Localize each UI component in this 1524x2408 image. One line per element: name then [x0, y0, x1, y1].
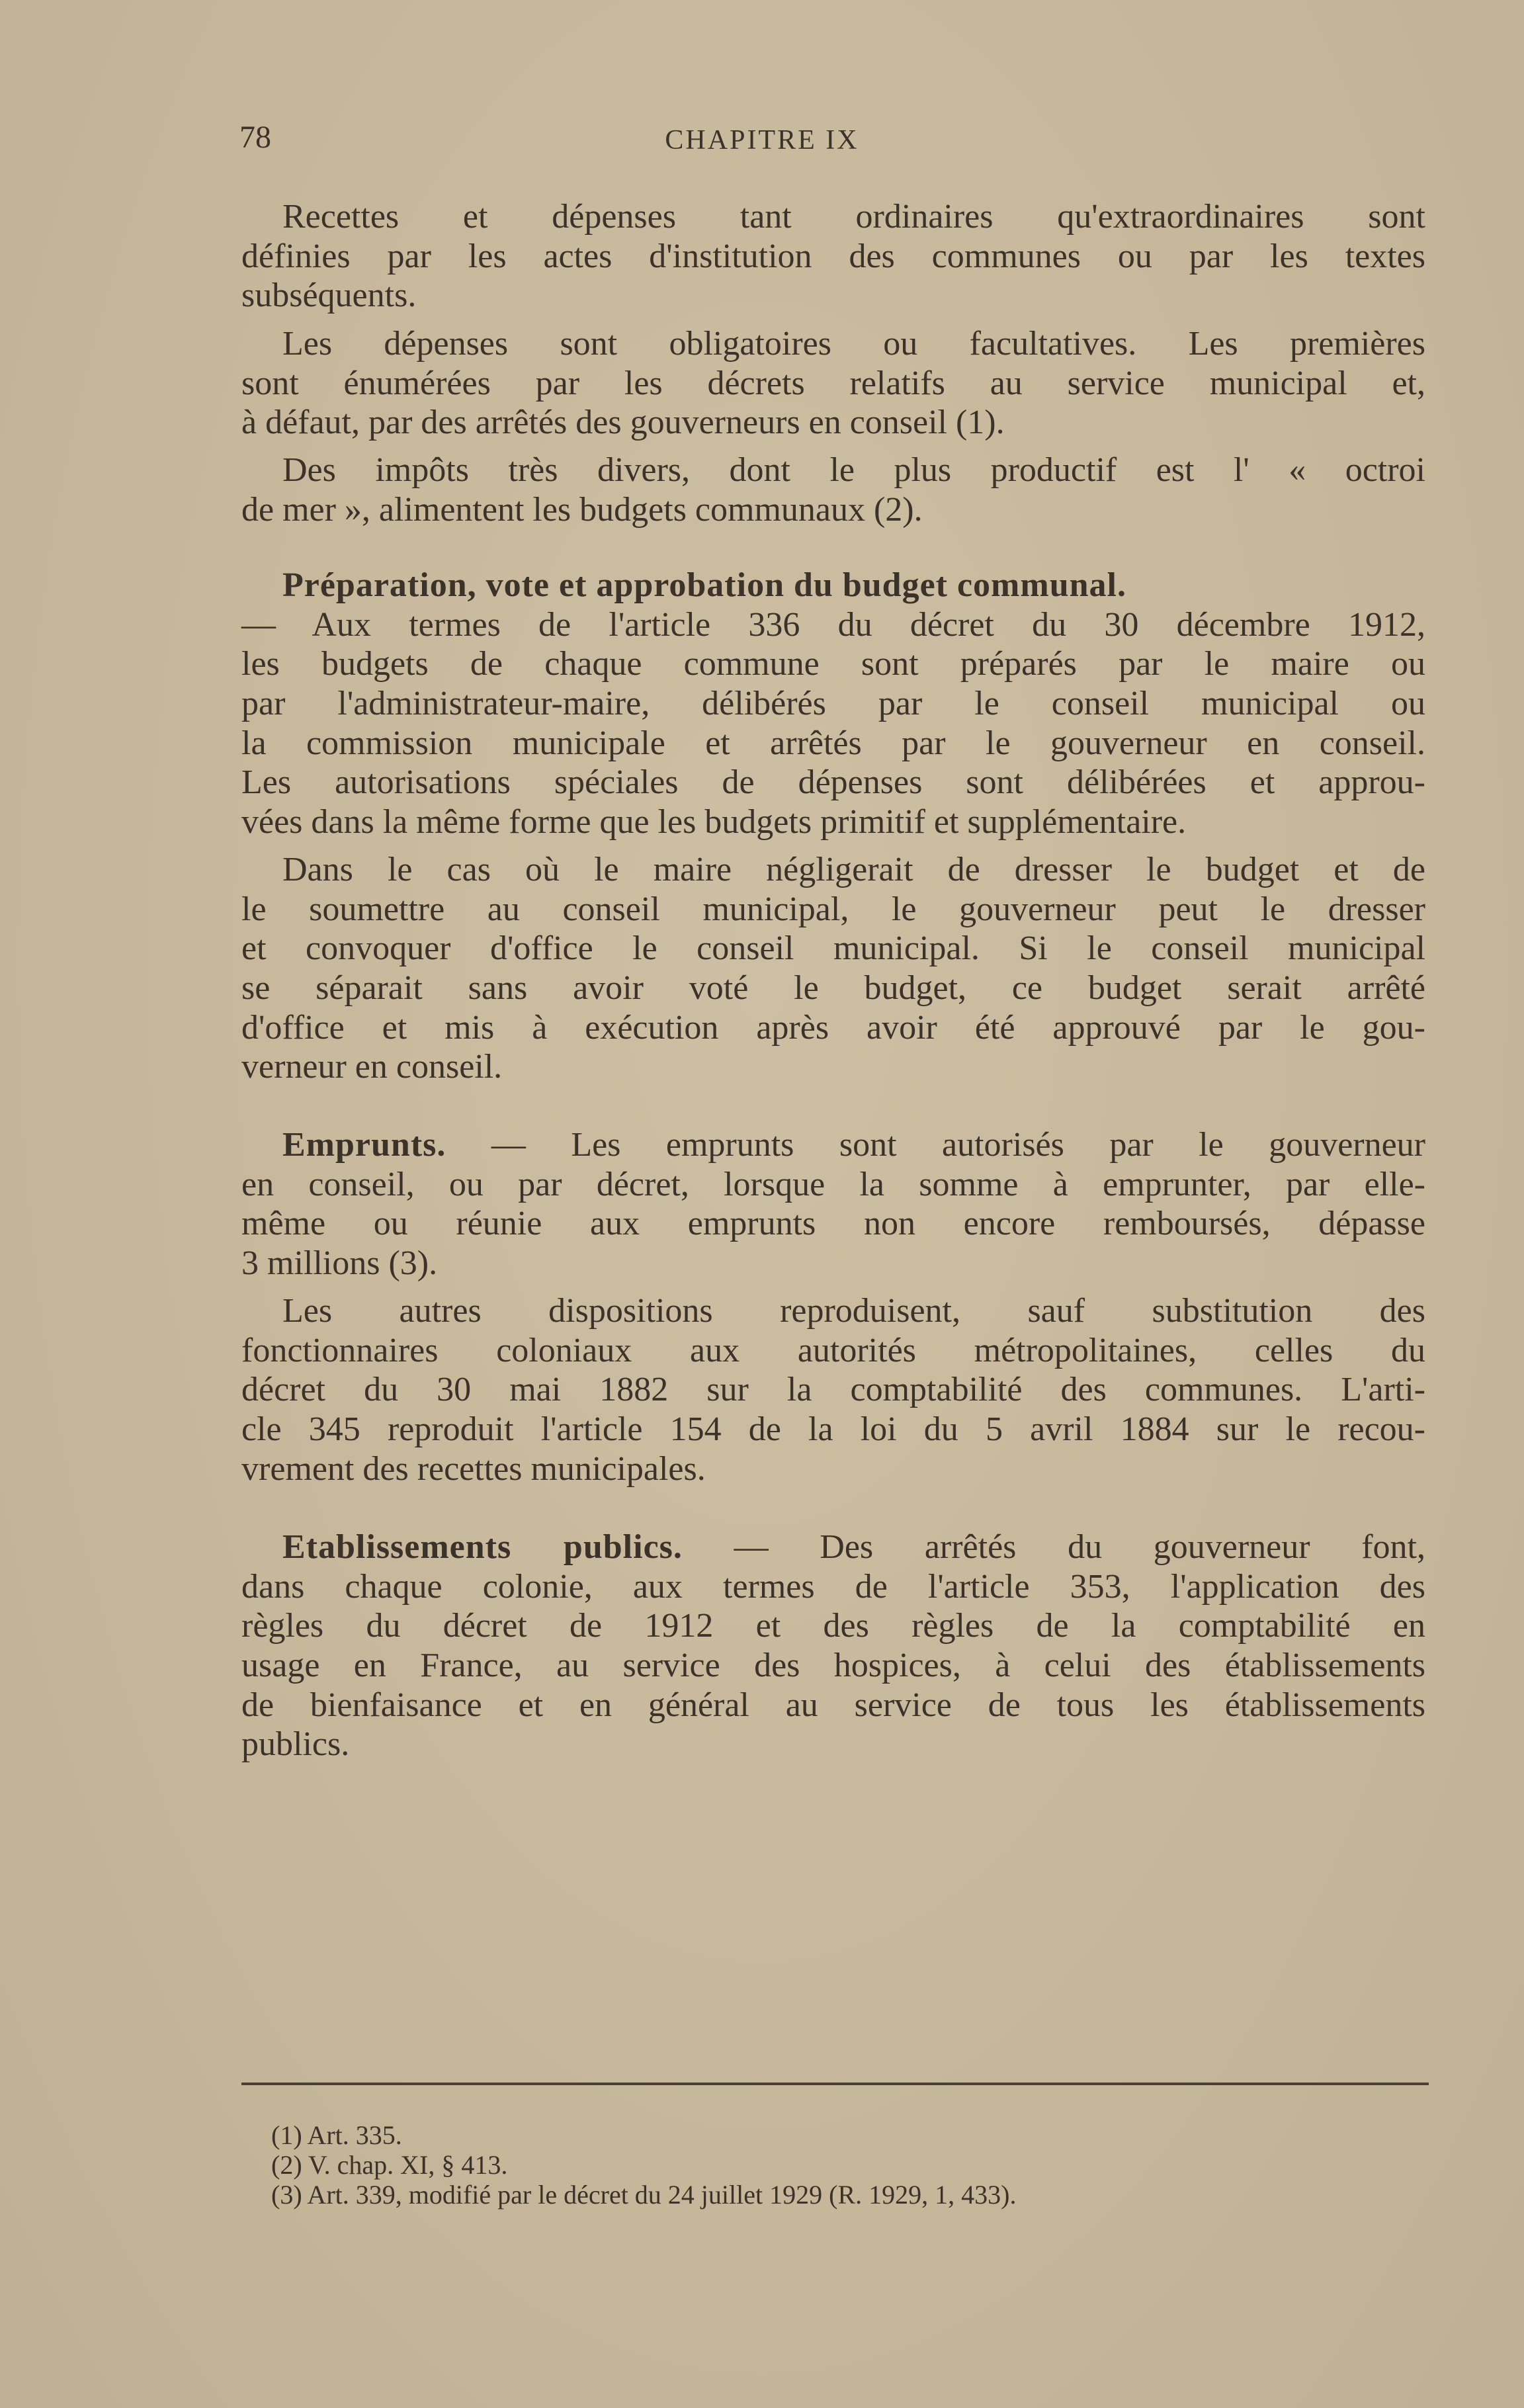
section-heading: Préparation, vote et approbation du budget communal. — [282, 566, 1126, 604]
text-line: décret du 30 mai 1882 sur la comptabilité des communes. L'arti- — [241, 1371, 1425, 1409]
text-line: se séparait sans avoir voté le budget, ce budget serait arrêté — [241, 969, 1425, 1008]
text-line — [241, 1527, 1425, 1567]
text-line: de mer », alimentent les budgets communaux (2). — [241, 490, 923, 529]
chapter-title: CHAPITRE IX — [665, 125, 859, 155]
text-line: usage en France, au service des hospices, à celui des établissements — [241, 1647, 1425, 1685]
section-heading: Emprunts. — [282, 1126, 446, 1164]
text-line: à défaut, par des arrêtés des gouverneurs en conseil (1). — [241, 404, 1005, 442]
section-etablissements-publics — [241, 1527, 1425, 1764]
text-line: Les autorisations spéciales de dépenses sont délibérées et approu- — [241, 763, 1425, 802]
paragraph-impots — [241, 451, 1425, 529]
text-line-rest: — Des arrêtés du gouverneur font, — [682, 1528, 1426, 1566]
text-line: 3 millions (3). — [241, 1244, 438, 1283]
section-heading: Etablissements publics. — [282, 1528, 683, 1566]
text-line: vées dans la même forme que les budgets primitif et supplémentaire. — [241, 803, 1187, 841]
text-line: Dans le cas où le maire négligerait de dresser le budget et de — [282, 851, 1425, 888]
footnote: (2) V. chap. XI, § 413. — [271, 2150, 508, 2180]
text-line: publics. — [241, 1725, 350, 1764]
text-line: sont énumérées par les décrets relatifs au service municipal et, — [241, 364, 1425, 402]
section-emprunts — [241, 1125, 1425, 1283]
paragraph-depenses — [241, 324, 1425, 443]
text-line: Recettes et dépenses tant ordinaires qu'extraordinaires sont — [282, 198, 1425, 236]
page-number: 78 — [239, 120, 271, 155]
text-line: de bienfaisance et en général au service de tous les établissements — [241, 1686, 1425, 1724]
text-line: en conseil, ou par décret, lorsque la somme à emprunter, par elle- — [241, 1165, 1425, 1203]
text-line: verneur en conseil. — [241, 1048, 503, 1086]
text-line-rest: — Les emprunts sont autorisés par le gouverneur — [446, 1126, 1425, 1164]
paragraph-autres-dispositions — [241, 1291, 1425, 1488]
footnotes — [271, 2120, 1016, 2210]
text-line: Les dépenses sont obligatoires ou facultatives. Les premières — [282, 325, 1425, 363]
text-line: même ou réunie aux emprunts non encore remboursés, dépasse — [241, 1205, 1425, 1243]
text-line: Des impôts très divers, dont le plus productif est l' « octroi — [282, 451, 1425, 489]
text-line: et convoquer d'office le conseil municipal. Si le conseil municipal — [241, 929, 1425, 968]
footnote: (3) Art. 339, modifié par le décret du 24 juillet 1929 (R. 1929, 1, 433). — [271, 2180, 1017, 2210]
text-line: Les autres dispositions reproduisent, sauf substitution des — [282, 1292, 1425, 1330]
text-line: — Aux termes de l'article 336 du décret du 30 décembre 1912, — [241, 605, 1425, 644]
text-line: dans chaque colonie, aux termes de l'article 353, l'application des — [241, 1567, 1425, 1606]
paragraph-recettes — [241, 197, 1425, 316]
footnote: (1) Art. 335. — [271, 2120, 402, 2150]
paragraph-dans-le-cas — [241, 850, 1425, 1087]
text-line: fonctionnaires coloniaux aux autorités métropolitaines, celles du — [241, 1331, 1425, 1369]
text-line: règles du décret de 1912 et des règles de la comptabilité en — [241, 1607, 1425, 1645]
section-preparation-budget — [241, 566, 1425, 842]
footnote-divider — [241, 2083, 1429, 2085]
text-line: vrement des recettes municipales. — [241, 1449, 706, 1488]
text-line — [241, 566, 1425, 605]
text-line: les budgets de chaque commune sont préparés par le maire ou — [241, 645, 1425, 683]
text-line: la commission municipale et arrêtés par le gouverneur en conseil. — [241, 724, 1425, 762]
text-line — [241, 1125, 1425, 1165]
text-line: subséquents. — [241, 277, 417, 315]
text-line: le soumettre au conseil municipal, le gouverneur peut le dresser — [241, 890, 1425, 928]
text-line: par l'administrateur-maire, délibérés par le conseil municipal ou — [241, 685, 1425, 723]
text-line: d'office et mis à exécution après avoir été approuvé par le gou- — [241, 1008, 1425, 1047]
text-line: cle 345 reproduit l'article 154 de la loi du 5 avril 1884 sur le recou- — [241, 1410, 1425, 1449]
text-line: définies par les actes d'institution des communes ou par les textes — [241, 237, 1425, 275]
